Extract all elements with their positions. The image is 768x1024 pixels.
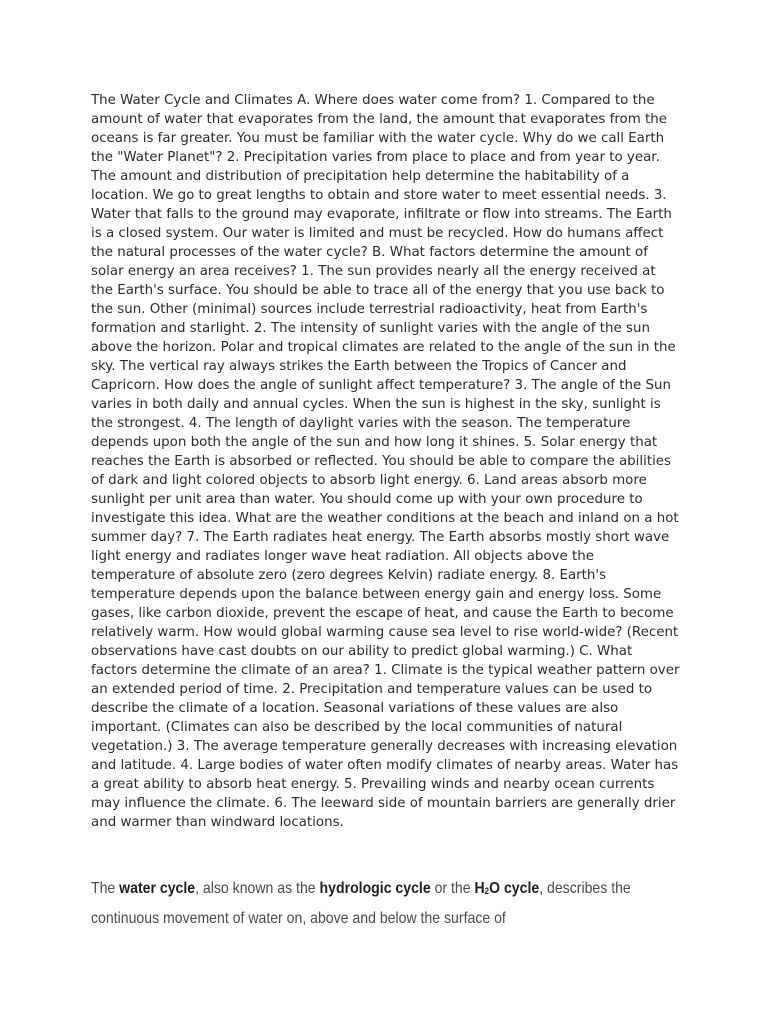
water-cycle-definition-paragraph — [91, 875, 672, 933]
term-h2o-h: H — [474, 880, 485, 897]
excerpt-suffix: , describes the continuous movement of water on, above and below the surface of — [91, 880, 631, 927]
term-h2o-subscript: 2 — [484, 886, 490, 896]
excerpt-text-2: or the — [430, 880, 475, 897]
water-cycle-notes-paragraph: The Water Cycle and Climates A. Where does water come from? 1. Compared to the amount of water that evaporates from the land, the amount that evaporates from the oceans is far greater. You must be familiar with the water cycle. Why do we call Earth the "Water Planet"? 2. Precipitation varies from place to place and from year to year. The amount and distribution of precipitation help determine the habitability of a location. We go to great lengths to obtain and store water to meet essential needs. 3. Water that falls to the ground may evaporate, infiltrate or flow into streams. The Earth is a closed system. Our water is limited and must be recycled. How do humans affect the natural processes of the water cycle? B. What factors determine the amount of solar energy an area receives? 1. The sun provides nearly all the energy received at the Earth's surface. You should be able to trace all of the energy that you use back to the sun. Other (minimal) sources include terrestrial radioactivity, heat from Earth's formation and starlight. 2. The intensity of sunlight varies with the angle of the sun above the horizon. Polar and tropical climates are related to the angle of the sun in the sky. The vertical ray always strikes the Earth between the Tropics of Cancer and Capricorn. How does the angle of sunlight affect temperature? 3. The angle of the Sun varies in both daily and annual cycles. When the sun is highest in the sky, sunlight is the strongest. 4. The length of daylight varies with the season. The temperature depends upon both the angle of the sun and how long it shines. 5. Solar energy that reaches the Earth is absorbed or reflected. You should be able to compare the abilities of dark and light colored objects to absorb light energy. 6. Land areas absorb more sunlight per unit area than water. You should come up with your own procedure to investigate this idea. What are the weather conditions at the beach and inland on a hot summer day? 7. The Earth radiates heat energy. The Earth absorbs mostly short wave light energy and radiates longer wave heat radiation. All objects above the temperature of absolute zero (zero degrees Kelvin) radiate energy. 8. Earth's temperature depends upon the balance between energy gain and energy loss. Some gases, like carbon dioxide, prevent the escape of heat, and cause the Earth to become relatively warm. How would global warming cause sea level to rise world-wide? (Recent observations have cast doubts on our ability to predict global warming.) C. What factors determine the climate of an area? 1. Climate is the typical weather pattern over an extended period of time. 2. Precipitation and temperature values can be used to describe the climate of a location. Seasonal variations of these values are also important. (Climates can also be described by the local communities of natural vegetation.) 3. The average temperature generally decreases with increasing elevation and latitude. 4. Large bodies of water often modify climates of nearby areas. Water has a great ability to absorb heat energy. 5. Prevailing winds and nearby ocean currents may influence the climate. 6. The leeward side of mountain barriers are generally drier and warmer than windward locations. — [91, 93, 680, 830]
term-h2o-cycle — [475, 880, 540, 897]
term-hydrologic-cycle: hydrologic cycle — [319, 880, 431, 897]
excerpt-text-1: , also known as the — [195, 880, 320, 897]
term-water-cycle: water cycle — [119, 880, 196, 897]
excerpt-prefix: The — [91, 880, 120, 897]
term-h2o-rest: O cycle — [489, 880, 540, 897]
